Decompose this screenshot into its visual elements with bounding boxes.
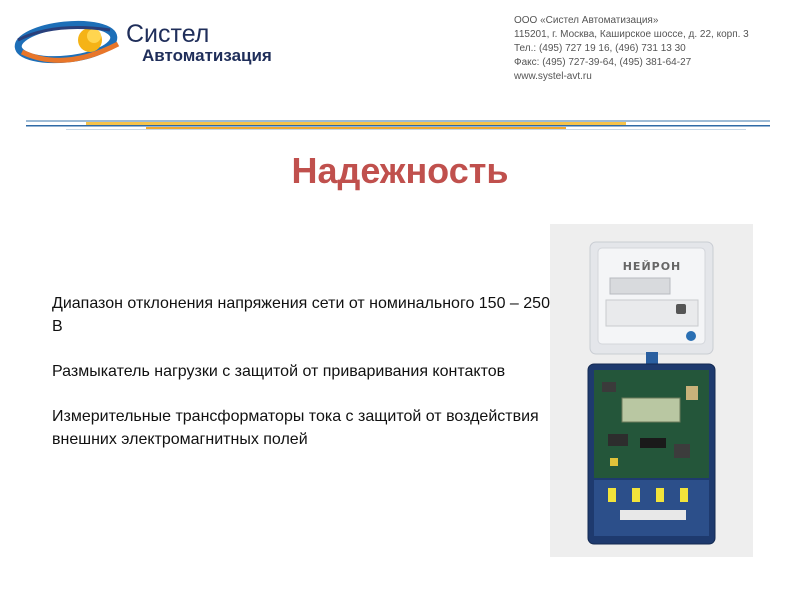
feature-list <box>52 292 552 473</box>
logo-subtitle: Автоматизация <box>142 46 272 65</box>
company-logo <box>14 18 284 78</box>
electricity-meter-image <box>550 224 753 557</box>
logo-swoosh-icon <box>14 18 129 78</box>
feature-load-breaker: Размыкатель нагрузки с защитой от приваривания контактов <box>52 363 506 380</box>
meter-brand: НЕЙРОН <box>622 260 682 273</box>
company-name: ООО «Систел Автоматизация» <box>514 15 659 26</box>
phone: Тел.: (495) 727 19 16, (496) 731 13 30 <box>514 43 686 54</box>
page-title: Надежность <box>291 150 509 191</box>
contact-info <box>514 14 749 84</box>
logo-name: Систел <box>126 20 210 48</box>
header-divider <box>26 119 770 131</box>
fax: Факс: (495) 727-39-64, (495) 381-64-27 <box>514 57 692 68</box>
website: www.systel-avt.ru <box>514 71 592 82</box>
address: 115201, г. Москва, Каширское шоссе, д. 22, корп. 3 <box>514 29 749 40</box>
feature-current-transformers: Измерительные трансформаторы тока с защитой от воздействия внешних электромагнитных полей <box>52 408 539 448</box>
feature-voltage-range: Диапазон отклонения напряжения сети от номинального 150 – 250 В <box>52 295 550 335</box>
meter-photo <box>550 224 753 557</box>
